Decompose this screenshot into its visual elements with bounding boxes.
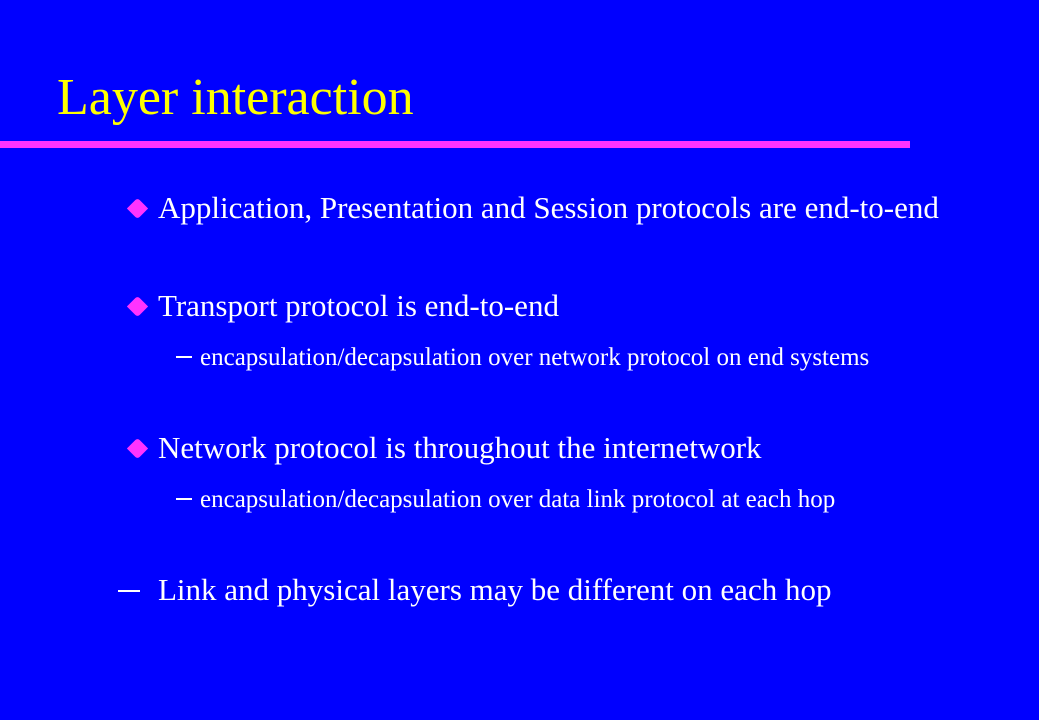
bullet-text: encapsulation/decapsulation over network protocol on end systems bbox=[200, 344, 870, 371]
bullet-item bbox=[158, 428, 978, 468]
bullet-text: Network protocol is throughout the internetwork bbox=[158, 430, 762, 465]
bullet-text: Transport protocol is end-to-end bbox=[158, 288, 559, 323]
bullet-text: Link and physical layers may be different on each hop bbox=[158, 572, 832, 607]
diamond-bullet-icon bbox=[127, 296, 148, 317]
bullet-text: encapsulation/decapsulation over data link protocol at each hop bbox=[200, 486, 836, 513]
title-underline bbox=[0, 141, 910, 148]
sub-bullet-item bbox=[200, 482, 980, 518]
bullet-item bbox=[158, 286, 978, 326]
slide-title: Layer interaction bbox=[57, 69, 414, 126]
dash-bullet-icon bbox=[118, 590, 140, 592]
bullet-item bbox=[158, 570, 978, 610]
bullet-text: Application, Presentation and Session protocols are end-to-end bbox=[158, 190, 939, 225]
sub-bullet-item bbox=[200, 340, 980, 376]
diamond-bullet-icon bbox=[127, 198, 148, 219]
bullet-item bbox=[158, 188, 978, 228]
diamond-bullet-icon bbox=[127, 438, 148, 459]
dash-bullet-icon bbox=[176, 498, 192, 500]
dash-bullet-icon bbox=[176, 356, 192, 358]
